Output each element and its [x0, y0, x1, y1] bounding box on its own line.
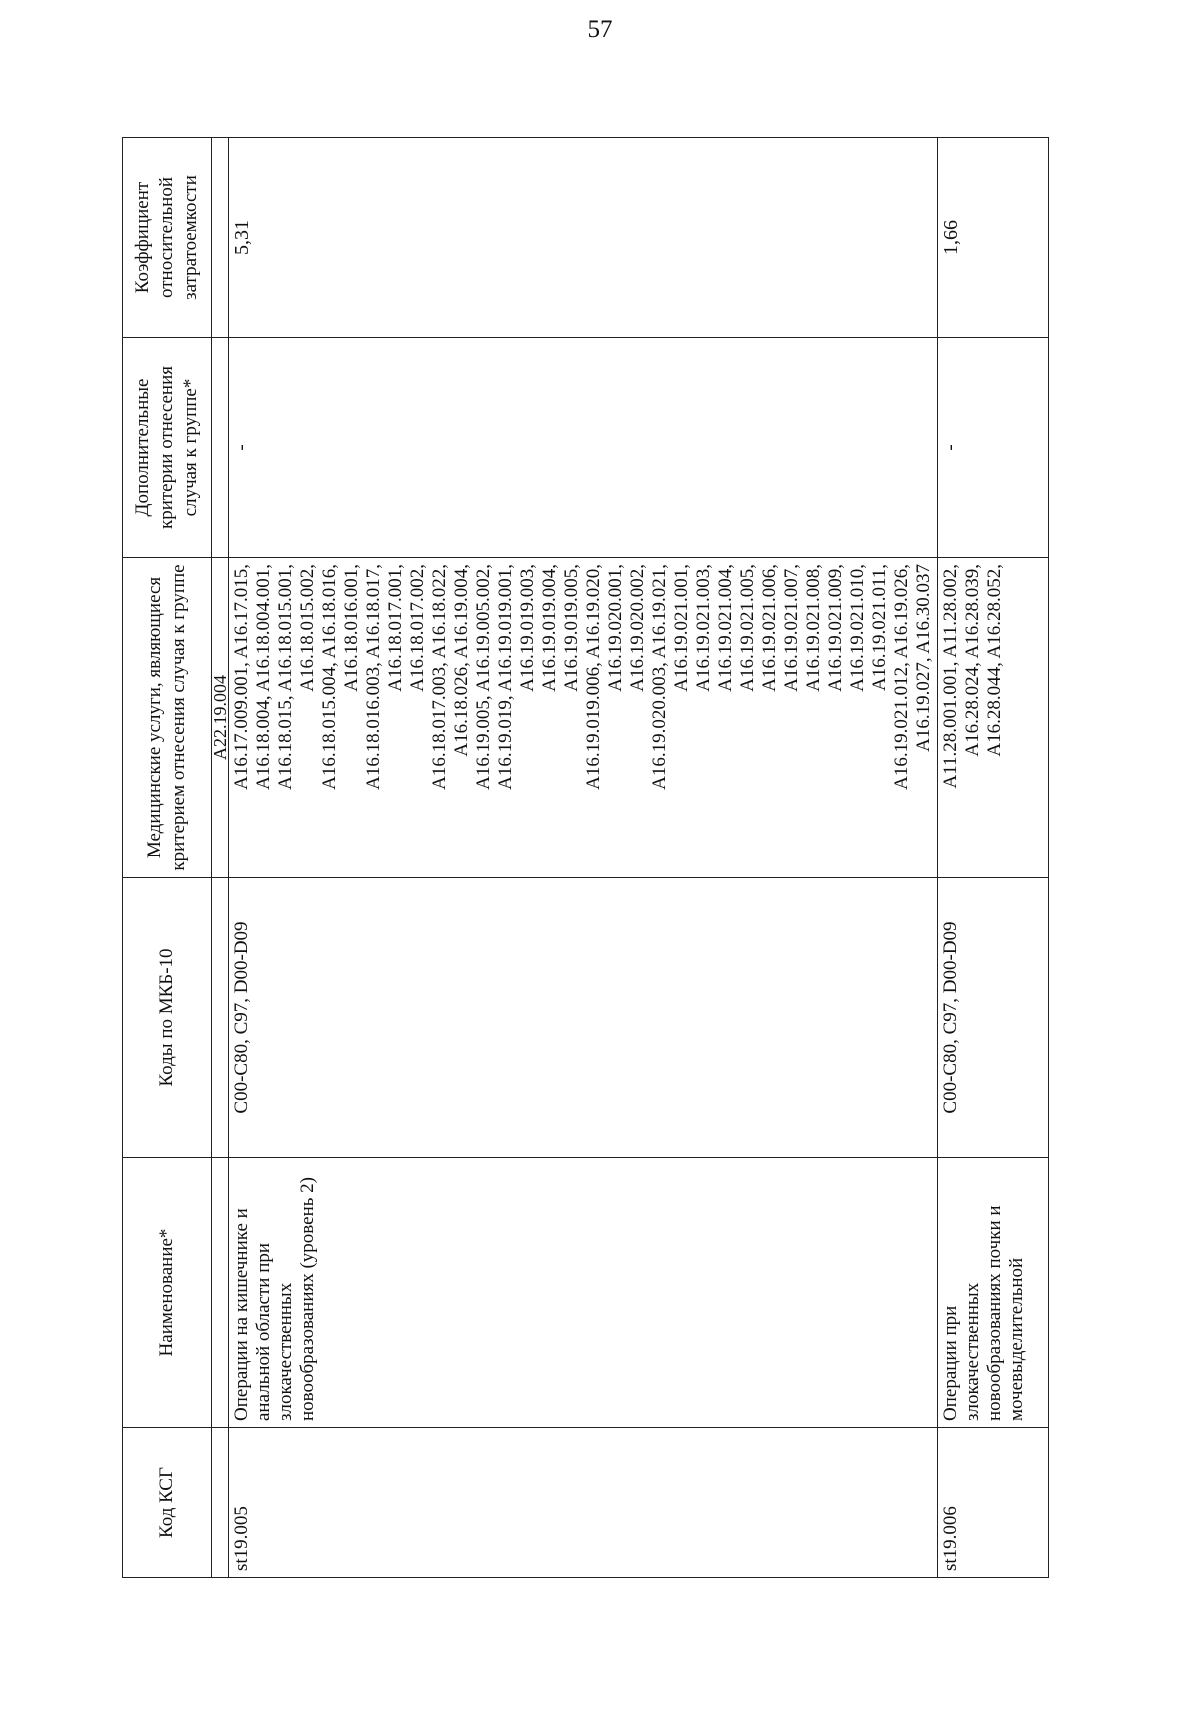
- continuation-row: [212, 138, 229, 1578]
- header-extra-criteria: Дополнительные критерии отнесения случая к группе*: [123, 338, 212, 558]
- header-name: Наименование*: [123, 1158, 212, 1428]
- service-code-line: A16.18.016.001,: [341, 564, 362, 692]
- cont-cell: [212, 878, 229, 1158]
- cont-cell: [212, 1158, 229, 1428]
- service-code-line: A16.19.021.012, A16.19.026,: [891, 564, 912, 790]
- service-code-line: A16.19.021.005,: [737, 564, 758, 692]
- service-code-line: A11.28.001.001, A11.28.002,: [940, 564, 961, 789]
- service-code-line: A16.18.015.004, A16.18.016,: [319, 564, 340, 790]
- header-services: Медицинские услуги, являющиеся критерием отнесения случая к группе: [123, 558, 212, 878]
- service-code-line: A16.19.020.003, A16.19.021,: [649, 564, 670, 790]
- ksg-code-cell: st19.005: [229, 1428, 938, 1578]
- icd-cell: C00-C80, C97, D00-D09: [938, 878, 1049, 1158]
- service-code-line: A16.18.004, A16.18.004.001,: [253, 564, 274, 790]
- services-cell: [229, 558, 938, 878]
- cont-cell: [212, 138, 229, 338]
- service-code-line: A16.18.017.002,: [407, 564, 428, 692]
- cont-cell: [212, 1428, 229, 1578]
- ksg-code-cell: st19.006: [938, 1428, 1049, 1578]
- services-cell: [938, 558, 1049, 878]
- service-code-line: A16.19.021.004,: [715, 564, 736, 692]
- service-code-line: A16.18.016.003, A16.18.017,: [363, 564, 384, 790]
- service-code-line: A16.28.024, A16.28.039,: [962, 564, 983, 757]
- service-code-line: A16.19.021.001,: [671, 564, 692, 692]
- service-code-line: A16.17.009.001, A16.17.015,: [231, 564, 252, 790]
- header-ksg-code: Код КСГ: [123, 1428, 212, 1578]
- service-code-line: A16.19.020.002,: [627, 564, 648, 692]
- service-code-line: A16.19.027, A16.30.037: [913, 564, 934, 752]
- service-code-line: A16.19.021.010,: [847, 564, 868, 692]
- service-code-line: A16.19.021.009,: [825, 564, 846, 692]
- name-cell: Операции при злокачественных новообразованиях почки и мочевыделительной: [938, 1158, 1049, 1428]
- header-icd-codes: Коды по МКБ-10: [123, 878, 212, 1158]
- service-code-line: A16.19.019.004,: [539, 564, 560, 692]
- service-code-line: A16.19.021.006,: [759, 564, 780, 692]
- service-code-line: A16.18.015.002,: [297, 564, 318, 692]
- service-code-line: A16.19.021.007,: [781, 564, 802, 692]
- header-coefficient: Коэффициент относительной затратоемкости: [123, 138, 212, 338]
- coefficient-cell: 1,66: [938, 138, 1049, 338]
- table-row: [229, 138, 938, 1578]
- service-code-line: A16.19.019, A16.19.019.001,: [495, 564, 516, 790]
- service-code-line: A16.19.019.006, A16.19.020,: [583, 564, 604, 790]
- extra-criteria-cell: -: [938, 338, 1049, 558]
- page-number: 57: [587, 16, 613, 43]
- extra-criteria-cell: -: [229, 338, 938, 558]
- service-code-line: A16.19.020.001,: [605, 564, 626, 692]
- service-code-line: A16.19.021.008,: [803, 564, 824, 692]
- service-code-line: A16.19.005, A16.19.005.002,: [473, 564, 494, 790]
- table-row: [938, 138, 1049, 1578]
- service-code-line: A16.18.015, A16.18.015.001,: [275, 564, 296, 790]
- service-code-line: A16.19.021.011,: [869, 564, 890, 692]
- icd-cell: C00-C80, C97, D00-D09: [229, 878, 938, 1158]
- service-code-line: A16.18.017.003, A16.18.022,: [429, 564, 450, 790]
- header-row: [123, 138, 212, 1578]
- cont-services-cell: A22.19.004: [212, 558, 229, 878]
- cont-cell: [212, 338, 229, 558]
- service-code-line: A16.19.019.005,: [561, 564, 582, 692]
- service-code-line: A16.19.019.003,: [517, 564, 538, 692]
- coefficient-cell: 5,31: [229, 138, 938, 338]
- service-code-line: A16.28.044, A16.28.052,: [984, 564, 1005, 757]
- service-code-line: A16.19.021.003,: [693, 564, 714, 692]
- name-cell: Операции на кишечнике и анальной области при злокачественных новообразованиях (уровень 2): [229, 1158, 938, 1428]
- rotated-table-container: [122, 138, 1027, 1578]
- service-code-line: A16.18.026, A16.19.004,: [451, 564, 472, 757]
- ksg-table: [122, 137, 1049, 1578]
- service-code-line: A16.18.017.001,: [385, 564, 406, 692]
